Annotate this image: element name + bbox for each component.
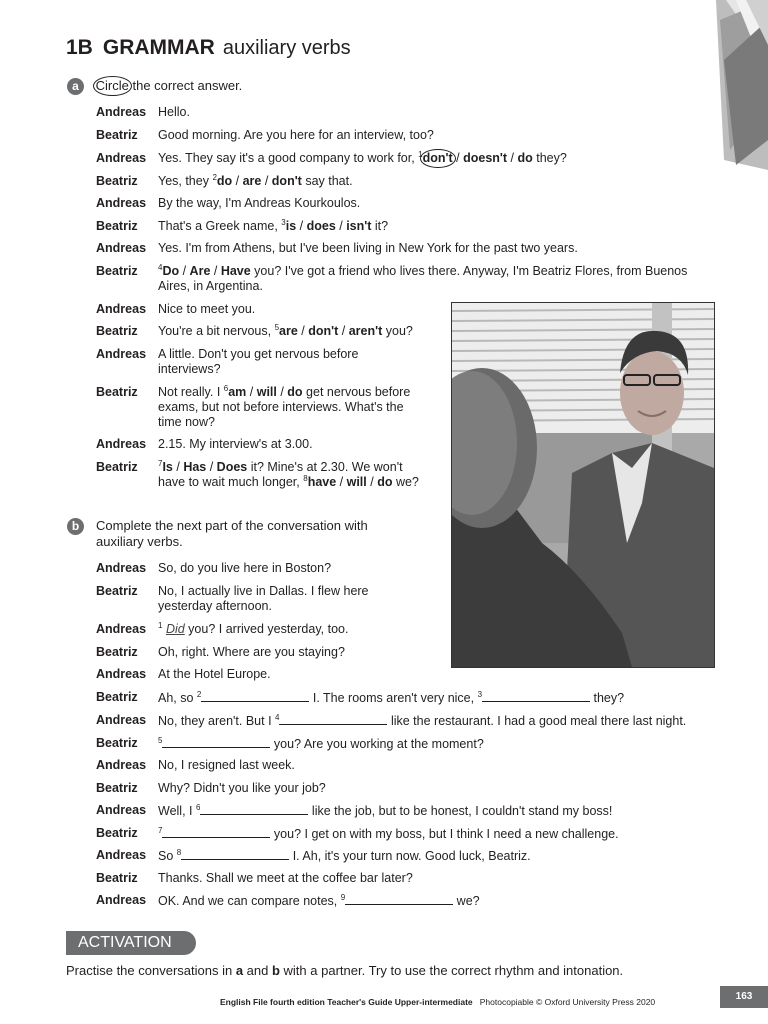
- gap-number: 7: [158, 459, 163, 468]
- gap-number: 8: [176, 848, 182, 857]
- answer-blank[interactable]: [162, 736, 270, 748]
- option[interactable]: Is: [162, 460, 173, 474]
- speaker: Beatriz: [96, 174, 138, 188]
- exercise-a-instruction: [67, 78, 242, 95]
- option[interactable]: are: [279, 324, 298, 338]
- gap-number: 3: [281, 218, 286, 227]
- option[interactable]: Are: [189, 264, 211, 278]
- option[interactable]: Does: [216, 460, 248, 474]
- line-text: Good morning. Are you here for an interview, too?: [158, 128, 434, 142]
- gap-number: 5: [274, 323, 280, 332]
- speaker: Beatriz: [96, 781, 138, 795]
- speaker: Beatriz: [96, 128, 138, 142]
- line-text: No, I resigned last week.: [158, 758, 295, 772]
- speaker: Beatriz: [96, 826, 138, 840]
- gap-number: 5: [158, 736, 163, 745]
- unit-number: 1B: [66, 36, 93, 59]
- line-text: Why? Didn't you like your job?: [158, 781, 326, 795]
- answer-blank[interactable]: [181, 848, 289, 860]
- section-title: GRAMMAR: [102, 36, 215, 59]
- gap-number: 4: [158, 263, 163, 272]
- exercise-b-badge: b: [67, 518, 84, 535]
- option[interactable]: Have: [220, 264, 251, 278]
- option[interactable]: does: [306, 219, 336, 233]
- speaker: Beatriz: [96, 264, 138, 278]
- page-heading: [66, 36, 351, 60]
- option[interactable]: do: [517, 151, 533, 165]
- copyright: Photocopiable © Oxford University Press 2020: [479, 997, 656, 1007]
- speaker: Andreas: [96, 848, 147, 862]
- option[interactable]: am: [228, 385, 247, 399]
- speaker: Beatriz: [96, 645, 138, 659]
- line-text: Oh, right. Where are you staying?: [158, 645, 345, 659]
- circled-option[interactable]: don't: [423, 151, 453, 166]
- page-footer: [220, 997, 655, 1007]
- section-topic: auxiliary verbs: [222, 37, 351, 59]
- line-text: Thanks. Shall we meet at the coffee bar later?: [158, 871, 413, 885]
- speaker: Beatriz: [96, 460, 138, 474]
- option[interactable]: Has: [183, 460, 207, 474]
- speaker: Andreas: [96, 561, 147, 575]
- option[interactable]: is: [285, 219, 297, 233]
- line-text: By the way, I'm Andreas Kourkoulos.: [158, 196, 361, 210]
- gap-number: 1: [158, 621, 163, 630]
- gap-number: 2: [196, 690, 202, 699]
- option[interactable]: have: [307, 475, 337, 489]
- gap-number: 6: [195, 803, 201, 812]
- option[interactable]: do: [377, 475, 393, 489]
- speaker: Andreas: [96, 347, 147, 361]
- line-text: Nice to meet you.: [158, 302, 256, 316]
- option[interactable]: doesn't: [463, 151, 508, 165]
- exercise-b-instruction: [67, 518, 368, 549]
- interview-photo: [451, 302, 715, 668]
- speaker: Beatriz: [96, 584, 138, 598]
- speaker: Andreas: [96, 893, 147, 907]
- circle-word: Circle: [96, 78, 129, 94]
- gap-number: 3: [477, 690, 483, 699]
- speaker: Beatriz: [96, 871, 138, 885]
- speaker: Beatriz: [96, 736, 138, 750]
- option[interactable]: do: [287, 385, 303, 399]
- option[interactable]: aren't: [348, 324, 383, 338]
- answer-blank[interactable]: [345, 893, 453, 905]
- line-text: A little. Don't you get nervous before: [158, 347, 359, 361]
- line-text: Hello.: [158, 105, 190, 119]
- line-text: 2.15. My interview's at 3.00.: [158, 437, 313, 451]
- option[interactable]: do: [216, 174, 233, 188]
- option[interactable]: will: [256, 385, 277, 399]
- gap-number: 4: [275, 713, 280, 722]
- answer-blank[interactable]: [201, 690, 309, 702]
- speaker: Andreas: [96, 437, 147, 451]
- activation-banner: ACTIVATION: [66, 931, 196, 955]
- answer-blank[interactable]: [279, 713, 387, 725]
- answer-blank[interactable]: [162, 826, 270, 838]
- book-title: English File fourth edition Teacher's Guide Upper-intermediate: [220, 997, 473, 1007]
- example-answer: Did: [165, 622, 185, 636]
- speaker: Beatriz: [96, 385, 138, 399]
- line-text: No, I actually live in Dallas. I flew here: [158, 584, 369, 598]
- gap-number: 1: [418, 150, 423, 159]
- option[interactable]: isn't: [346, 219, 372, 233]
- exercise-a-badge: a: [67, 78, 84, 95]
- speaker: Andreas: [96, 622, 147, 636]
- speaker: Andreas: [96, 151, 147, 165]
- speaker: Andreas: [96, 241, 147, 255]
- gap-number: 2: [212, 173, 217, 182]
- speaker: Andreas: [96, 713, 147, 727]
- speaker: Andreas: [96, 667, 147, 681]
- answer-blank[interactable]: [482, 690, 590, 702]
- line-text: interviews?: [158, 362, 221, 376]
- answer-blank[interactable]: [200, 803, 308, 815]
- line-text: time now?: [158, 415, 215, 429]
- option[interactable]: don't: [308, 324, 339, 338]
- speaker: Andreas: [96, 105, 147, 119]
- option[interactable]: are: [242, 174, 262, 188]
- option[interactable]: Do: [162, 264, 180, 278]
- page-number: 163: [720, 986, 768, 1008]
- gap-number: 8: [303, 474, 308, 483]
- line-text: Yes. I'm from Athens, but I've been living in New York for the past two years.: [158, 241, 578, 255]
- activation-instruction: Practise the conversations in a and b with a partner. Try to use the correct rhythm and intonation.: [66, 963, 624, 978]
- line-text: So, do you live here in Boston?: [158, 561, 332, 575]
- option[interactable]: will: [346, 475, 367, 489]
- corner-decoration: [716, 0, 768, 170]
- line-text: Aires, in Argentina.: [158, 279, 263, 293]
- speaker: Beatriz: [96, 324, 138, 338]
- gap-number: 7: [158, 826, 163, 835]
- option[interactable]: don't: [271, 174, 302, 188]
- gap-number: 9: [340, 893, 346, 902]
- instruction-text: Complete the next part of the conversation with: [96, 518, 368, 533]
- line-text: yesterday afternoon.: [158, 599, 272, 613]
- line-text: exams, but not before interviews. What's the: [158, 400, 404, 414]
- line-text: At the Hotel Europe.: [158, 667, 271, 681]
- speaker: Beatriz: [96, 690, 138, 704]
- instruction-text: the correct answer.: [128, 78, 243, 93]
- speaker: Andreas: [96, 803, 147, 817]
- gap-number: 6: [223, 384, 229, 393]
- speaker: Beatriz: [96, 219, 138, 233]
- speaker: Andreas: [96, 758, 147, 772]
- speaker: Andreas: [96, 302, 147, 316]
- speaker: Andreas: [96, 196, 147, 210]
- instruction-text: auxiliary verbs.: [96, 534, 183, 549]
